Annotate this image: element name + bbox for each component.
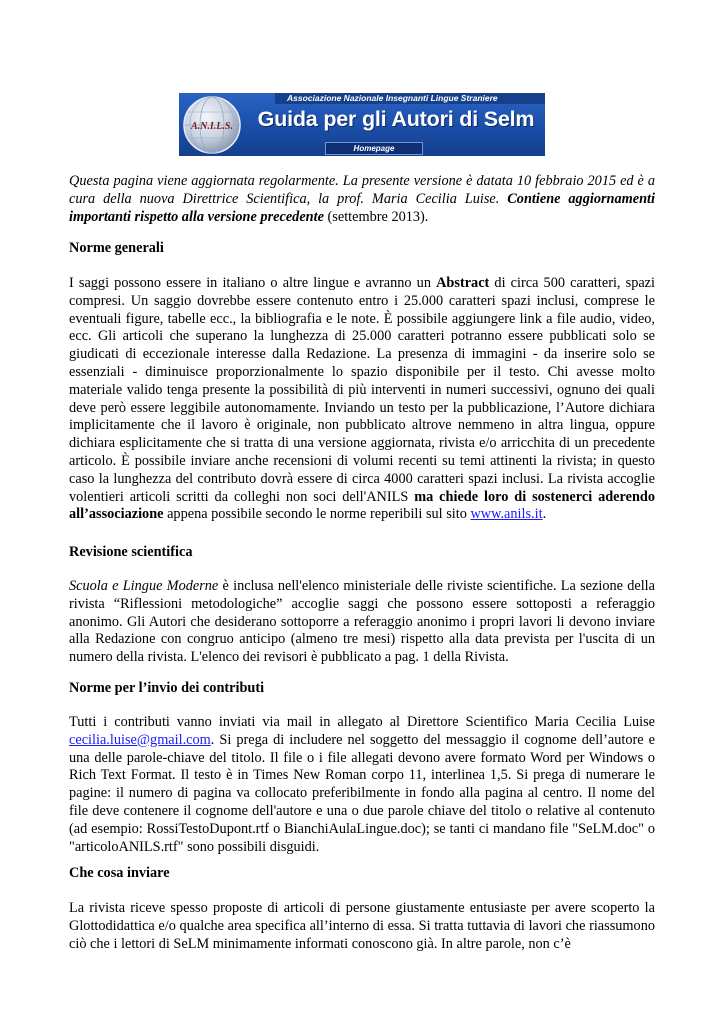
paragraph-text: Tutti i contributi vanno inviati via mail in allegato al Direttore Scientifico Maria Cecilia Luise	[69, 714, 655, 730]
paragraph-text: appena possibile secondo le norme reperibili sul sito	[163, 506, 471, 523]
section-heading-revisione: Revisione scientifica	[69, 544, 193, 560]
anils-site-link[interactable]: www.anils.it	[470, 506, 543, 523]
logo-letters: A.N.I.L.S.	[191, 121, 233, 132]
globe-logo-icon	[181, 95, 243, 155]
intro-date-text: (settembre 2013).	[327, 208, 429, 225]
banner-title: Guida per gli Autori di Selm	[257, 107, 535, 131]
paragraph-text: . Si prega di includere nel soggetto del messaggio il cognome dell’autore e una delle parole-chiave del titolo. Il file o i file allegati devono avere formato Word per Windows o Rich Text Format. Il testo è in Times New Roman corpo 11, interlinea 1,5. Si prega di numerare le pagine: il numero di pagina va collocato preferibilmente in fondo alla pagina al centro. Il nome del file deve contenere il cognome dell'autore e una o due parole chiave del titolo o relative al contenuto (ad esempio: RossiTestoDupont.rtf o BianchiAulaLingue.doc); se tanti ci mandano file "SeLM.doc" o "articoloANILS.rtf" sono possibili disguidi.	[69, 731, 655, 855]
intro-text: Questa pagina viene aggiornata regolarmente. La presente versione è datata 10 febbraio 2015 ed è a cura della nuova Direttrice Scientifica, la prof. Maria Cecilia Luise.	[69, 173, 655, 207]
email-link[interactable]: cecilia.luise@gmail.com	[69, 731, 211, 748]
section-heading-che-cosa-inviare: Che cosa inviare	[69, 865, 170, 881]
homepage-button[interactable]: Homepage	[325, 142, 423, 155]
intro-bold-text: Contiene aggiornamenti importanti rispetto alla versione precedente	[69, 190, 655, 225]
paragraph-text: di circa 500 caratteri, spazi compresi. Un saggio dovrebbe essere contenuto entro i 25.000 caratteri spazi inclusi, comprese le eventuali figure, tabelle ecc., la bibliografia e le note. È possibile aggiungere link a file audio, video, ecc. Gli articoli che superano la lunghezza di 25.000 caratteri potranno essere pubblicati solo se giudicati di eccezionale interesse dalla Redazione. La presenza di immagini - da inserire solo se essenziali - diminuisce proporzionalmente lo spazio disponibile per il testo. Chi avesse molto materiale valido tenga presente la possibilità di più interventi in numeri successivi, ognuno dei quali deve però essere leggibile autonomamente. Inviando un testo per la pubblicazione, l’Autore dichiara implicitamente che il lavoro è originale, non pubblicato altrove nemmeno in altra lingua, oppure dichiara esplicitamente che si tratta di una versione aggiornata, rivista e/o arricchita di un precedente articolo. È possibile inviare anche recensioni di volumi recenti su temi attinenti la rivista; in questo caso la lunghezza del contributo dovrà essere di circa 4000 caratteri spazi inclusi. La rivista accoglie volentieri articoli scritti da colleghi non soci dell'ANILS	[69, 275, 656, 505]
section-heading-invio: Norme per l’invio dei contributi	[69, 680, 265, 696]
paragraph-text: I saggi possono essere in italiano o altre lingue e avranno un	[69, 275, 437, 291]
journal-title: Scuola e Lingue Moderne	[69, 578, 219, 594]
bold-text: Abstract	[436, 275, 490, 291]
che-cosa-inviare-paragraph: La rivista riceve spesso proposte di articoli di persone giustamente entusiaste per avere scoperto la Glottodidattica e/o qualche area specifica all’interno di essa. Si tratta tuttavia di lavori che riassumono ciò che i lettori di SeLM minimamente informati conoscono già. In altre parole, non c’è	[69, 900, 655, 952]
header-banner	[179, 93, 545, 156]
association-name: Associazione Nazionale Insegnanti Lingue Straniere	[275, 93, 545, 104]
paragraph-text: è inclusa nell'elenco ministeriale delle riviste scientifiche. La sezione della rivista “Riflessioni metodologiche” accoglie saggi che possono essere sottoposti a referaggio anonimo. Gli Autori che desiderano sottoporre a referaggio anonimo i propri lavori li devono inviare alla Redazione con congruo anticipo (almeno tre mesi) rispetto alla data prevista per l'uscita di un numero della rivista. L'elenco dei revisori è pubblicato a pag. 1 della Rivista.	[69, 578, 655, 666]
intro-paragraph	[69, 173, 655, 226]
invio-paragraph	[69, 714, 655, 856]
section-heading-norme-generali: Norme generali	[69, 240, 164, 256]
paragraph-text: .	[542, 506, 547, 523]
norme-generali-paragraph	[69, 275, 655, 524]
revisione-paragraph	[69, 578, 655, 667]
bold-text: ma chiede loro di sostenerci aderendo all’associazione	[69, 488, 656, 523]
